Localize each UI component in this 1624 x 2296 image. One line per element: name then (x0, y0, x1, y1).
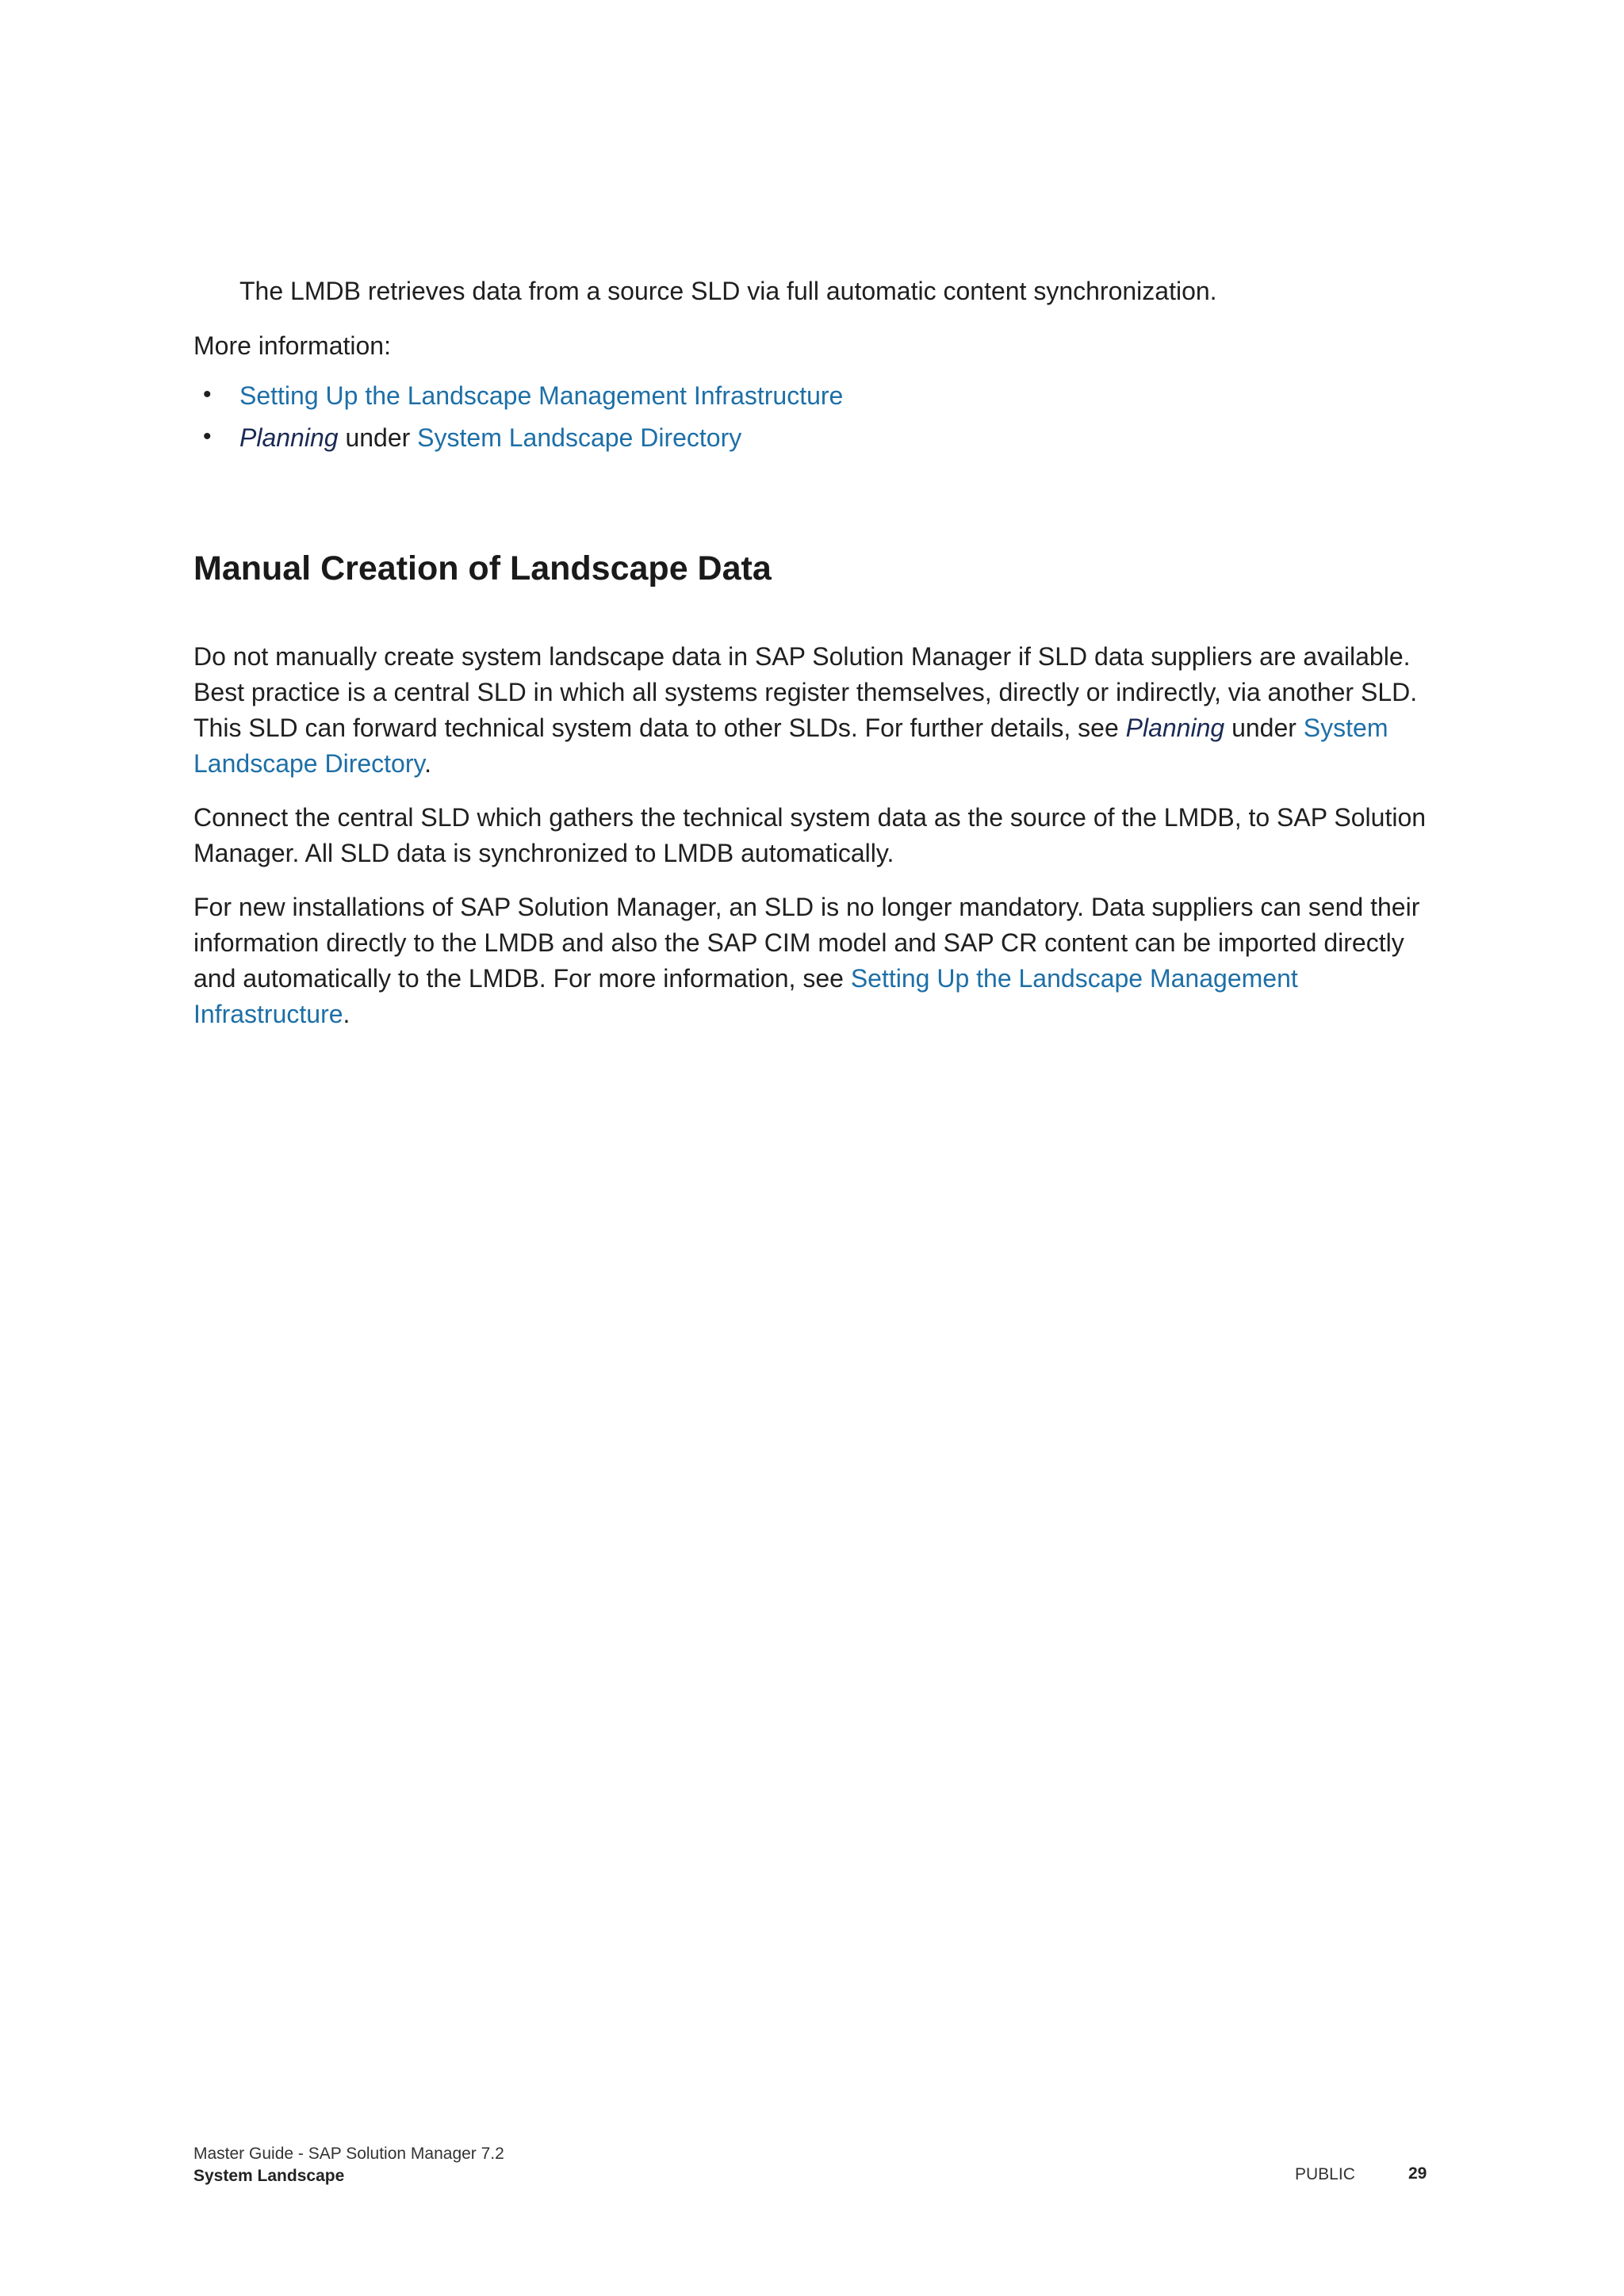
footer-chapter: System Landscape (193, 2167, 345, 2185)
footer-doc-title: Master Guide - SAP Solution Manager 7.2 (193, 2145, 504, 2163)
section-heading: Manual Creation of Landscape Data (193, 549, 772, 587)
list-item (193, 417, 1431, 459)
paragraph-2: Connect the central SLD which gathers the technical system data as the source of the LMDB, to SAP Solution Manager. All SLD data is synchronized to LMDB automatically. (193, 803, 1427, 867)
planning-text: Planning (1125, 714, 1225, 742)
bullet-icon: • (203, 423, 212, 450)
paragraph-3 (193, 890, 1431, 1032)
paragraph-3-text: For new installations of SAP Solution Manager, an SLD is no longer mandatory. Data suppliers can send their information directly to the LMDB and also the SAP CIM model and SAP CR content can be imported directly and automatically to the LMDB. For more information, see (193, 893, 1420, 993)
link-system-landscape-directory[interactable]: System Landscape Directory (193, 714, 1388, 778)
link-setting-up-landscape-management[interactable]: Setting Up the Landscape Management Infrastructure (239, 381, 844, 410)
under-text: under (1224, 714, 1304, 742)
list-item (193, 375, 1431, 417)
footer-page-number: 29 (1408, 2164, 1427, 2183)
planning-text: Planning (239, 423, 339, 452)
page-content (193, 274, 1431, 1032)
period: . (343, 1000, 350, 1028)
footer-classification: PUBLIC (1295, 2165, 1355, 2183)
bullet-icon: • (203, 381, 212, 408)
paragraph-1-text: Do not manually create system landscape data in SAP Solution Manager if SLD data suppliers are available. Best practice is a central SLD in which all systems register themselves, directly or indirectly, via another SLD. This SLD can forward technical system data to other SLDs. For further details, see (193, 642, 1418, 742)
under-text: under (338, 423, 418, 452)
more-information-list (193, 375, 1431, 459)
intro-line: The LMDB retrieves data from a source SLD via full automatic content synchronization. (239, 277, 1217, 305)
more-information-label: More information: (193, 331, 391, 360)
link-setting-up-landscape-management[interactable]: Setting Up the Landscape Management Infrastructure (193, 964, 1298, 1028)
footer-document-info (193, 2143, 504, 2187)
period: . (424, 749, 431, 778)
paragraph-1 (193, 639, 1431, 782)
link-system-landscape-directory[interactable]: System Landscape Directory (417, 423, 742, 452)
